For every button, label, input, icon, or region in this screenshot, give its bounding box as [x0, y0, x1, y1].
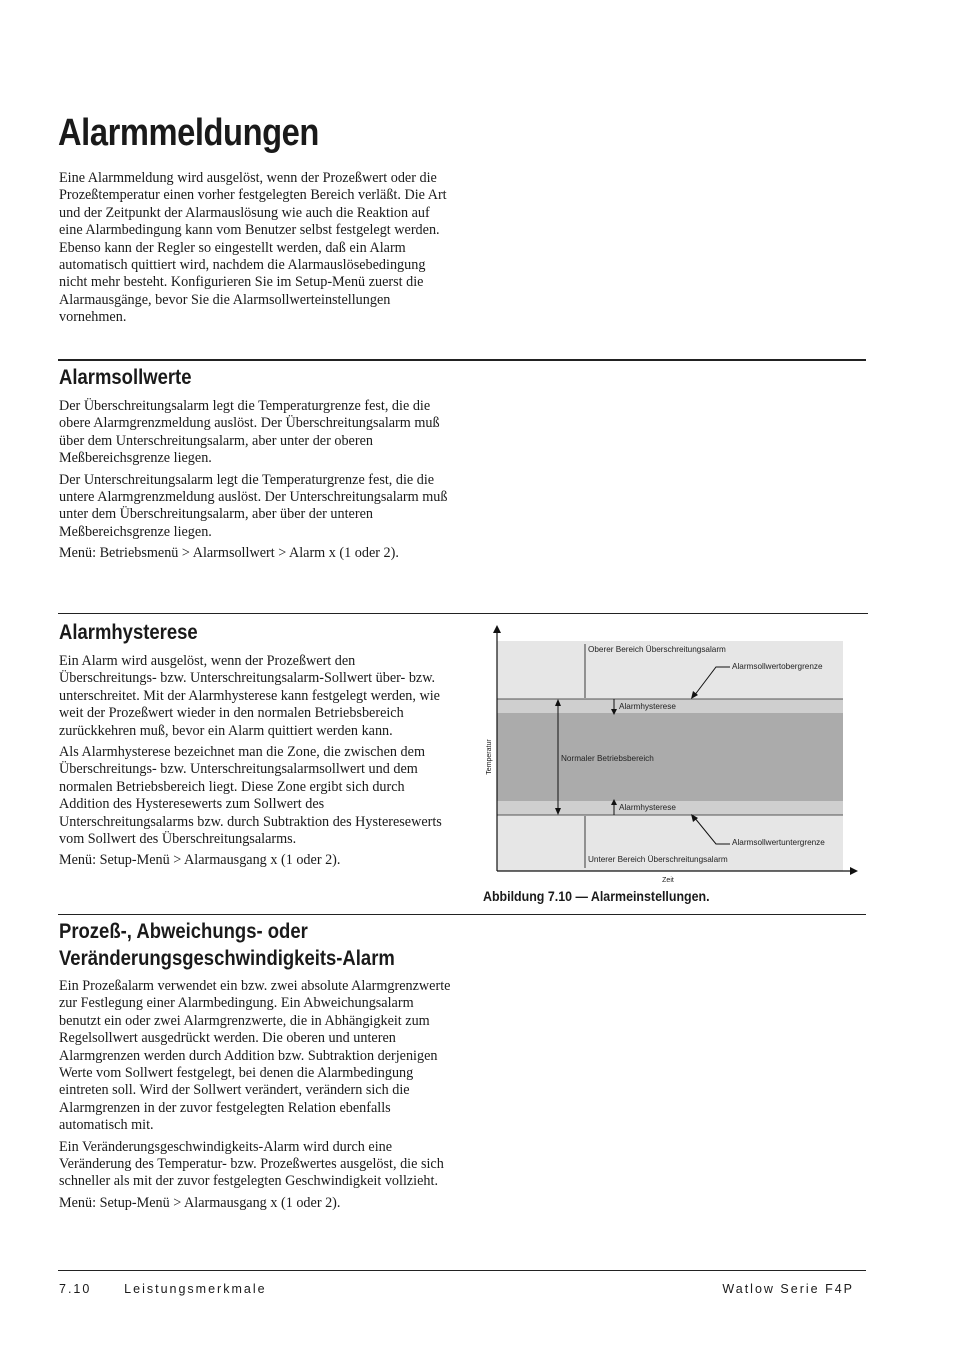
section-divider [58, 359, 866, 361]
alarm-settings-diagram [478, 622, 868, 890]
section-heading-alarmsollwerte: Alarmsollwerte [59, 366, 192, 389]
paragraph: Der Überschreitungsalarm legt die Temperaturgrenze fest, die die obere Alarmgrenzmeldung auslöst. Der Überschreitungsalarm muß über dem Unterschreitungsalarm, aber unter der oberen Meßbereichsgrenze liegen. [59, 398, 440, 467]
menu-path: Menü: Setup-Menü > Alarmausgang x (1 oder 2). [59, 852, 341, 869]
x-axis-label: Zeit [662, 877, 674, 884]
intro-paragraph [59, 170, 451, 331]
intro-text: Eine Alarmmeldung wird ausgelöst, wenn der Prozeßwert oder die Prozeßtemperatur einen vorher festgelegten Bereich verläßt. Die Art und der Zeitpunkt der Alarmauslösung wie auch die Reaktion auf eine Alarmbedingung kann vom Benutzer selbst festgelegt werden. Ebenso kann der Regler so eingestellt werden, daß ein Alarm automatisch quittiert wird, nachdem die Alarmauslösebedingung nicht mehr besteht. Konfigurieren Sie im Setup-Menü zuerst die Alarmausgänge, bevor Sie die Alarmsollwerteinstellungen vornehmen. [59, 170, 447, 326]
label-lower-zone: Unterer Bereich Überschreitungsalarm [588, 855, 728, 864]
y-axis-label: Temperatur [486, 739, 493, 775]
heading-line: Veränderungsgeschwindigkeits-Alarm [59, 947, 395, 970]
section-body-alarmsollwerte [59, 398, 451, 567]
paragraph: Als Alarmhysterese bezeichnet man die Zone, die zwischen dem Überschreitungs- bzw. Unterschreitungsalarmsollwert und dem normalen Betriebsbereich liegt. Diese Zone ergibt sich durch Addition des Hysteresewerts zum Sollwert des Unterschreitungsalarms bzw. durch Subtraktion des Hysteresewerts vom Sollwert des Überschreitungsalarms. [59, 744, 442, 848]
section-heading-alarmhysterese: Alarmhysterese [59, 621, 198, 644]
label-upper-setpoint: Alarmsollwertobergrenze [732, 662, 823, 671]
footer-divider [58, 1270, 866, 1271]
paragraph: Ein Veränderungsgeschwindigkeits-Alarm wird durch eine Veränderung des Temperatur- bzw. Prozeßwertes ausgelöst, die sich schneller als mit der zuvor festgelegten Geschwindigkeit vollzieht. [59, 1138, 444, 1190]
label-lower-setpoint: Alarmsollwertuntergrenze [732, 838, 825, 847]
section-heading-prozess [59, 918, 395, 972]
footer-product: Watlow Serie F4P [722, 1282, 854, 1296]
page-title: Alarmmeldungen [58, 112, 319, 154]
figure-caption: Abbildung 7.10 — Alarmeinstellungen. [483, 889, 710, 904]
menu-path: Menü: Betriebsmenü > Alarmsollwert > Alarm x (1 oder 2). [59, 545, 399, 562]
section-body-alarmhysterese [59, 653, 451, 874]
paragraph: Ein Alarm wird ausgelöst, wenn der Prozeßwert den Überschreitungs- bzw. Unterschreitungsalarm-Sollwert über- bzw. unterschreitet. Mit der Alarmhysterese kann festgelegt werden, wie weit der Prozeßwert wieder in den normalen Betriebsbereich zurückkehren muß, bevor ein Alarm quittiert werden kann. [59, 653, 440, 739]
normal-operating-band [497, 713, 843, 801]
heading-line: Prozeß-, Abweichungs- oder [59, 920, 308, 943]
paragraph: Der Unterschreitungsalarm legt die Temperaturgrenze fest, die die untere Alarmgrenzmeldung auslöst. Der Unterschreitungsalarm muß unter dem Überschreitungsalarm, aber über der unteren Meßbereichsgrenze liegen. [59, 471, 448, 540]
section-divider [58, 613, 868, 614]
section-body-prozess [59, 978, 451, 1216]
x-axis-arrow-icon [850, 867, 858, 875]
label-hysteresis-lower: Alarmhysterese [619, 803, 676, 812]
y-axis-arrow-icon [493, 625, 501, 633]
footer-page-section: 7.10 Leistungsmerkmale [59, 1282, 267, 1296]
label-upper-zone: Oberer Bereich Überschreitungsalarm [588, 645, 726, 654]
label-normal-range: Normaler Betriebsbereich [561, 754, 654, 763]
menu-path: Menü: Setup-Menü > Alarmausgang x (1 oder 2). [59, 1194, 341, 1211]
label-hysteresis-upper: Alarmhysterese [619, 702, 676, 711]
paragraph: Ein Prozeßalarm verwendet ein bzw. zwei absolute Alarmgrenzwerte zur Festlegung einer Alarmbedingung. Ein Abweichungsalarm benutzt ein oder zwei Alarmgrenzwerte, die in Abhängigkeit zum Regelsollwert ausgedrückt werden. Die oberen und unteren Alarmgrenzen werden durch Addition bzw. Subtraktion derjenigen Werte vom Sollwert festgelegt, bei denen die Alarmbedingung eintreten soll. Wird der Sollwert verändert, verändern sich die Alarmgrenzen in der zuvor festgelegten Relation ebenfalls automatisch mit. [59, 978, 451, 1134]
section-divider [58, 914, 866, 915]
